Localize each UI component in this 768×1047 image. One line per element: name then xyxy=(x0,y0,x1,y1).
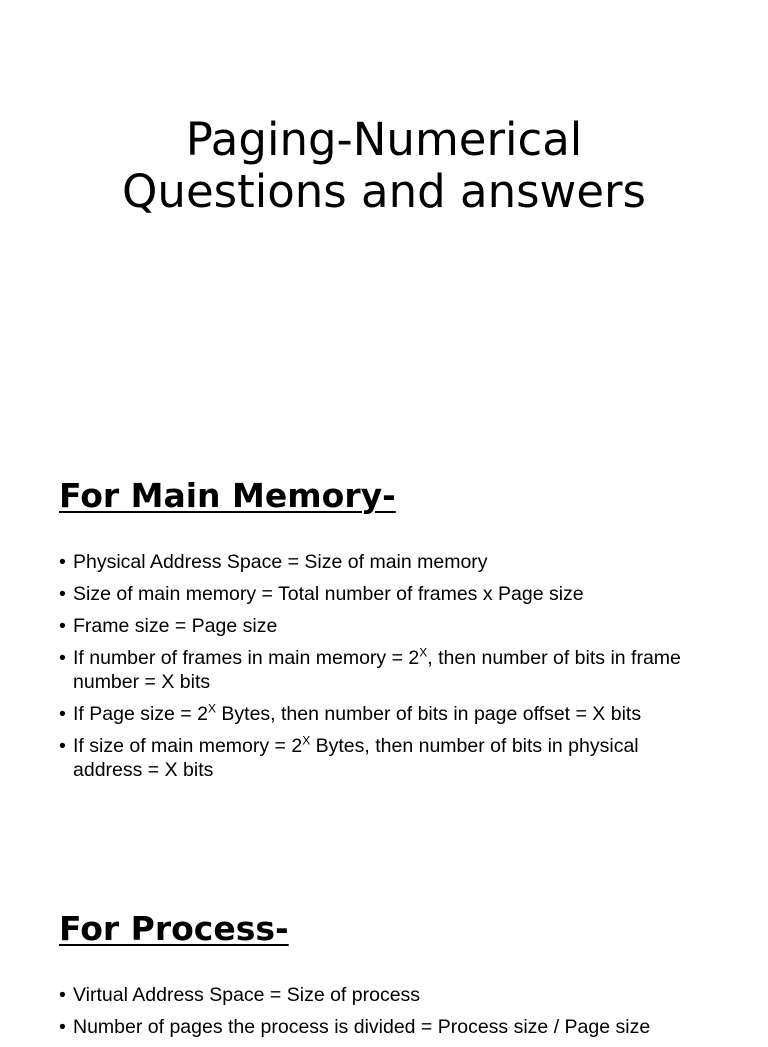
list-item: • Virtual Address Space = Size of process xyxy=(59,983,699,1007)
list-item: • Number of pages the process is divided = Process size / Page size xyxy=(59,1015,699,1039)
main-memory-heading: For Main Memory- xyxy=(59,476,396,515)
slide-title-line-1: Paging-Numerical xyxy=(185,113,583,166)
list-item: • Size of main memory = Total number of frames x Page size xyxy=(59,582,699,606)
slide-title-line-2: Questions and answers xyxy=(122,165,646,218)
process-list xyxy=(59,983,699,1047)
main-memory-list xyxy=(59,550,699,790)
list-item: • Physical Address Space = Size of main memory xyxy=(59,550,699,574)
slide-title xyxy=(0,114,768,218)
list-item: • If number of frames in main memory = $2^X$, then number of bits in frame number = X bits xyxy=(59,646,699,694)
list-item: • If size of main memory = $2^X$ Bytes, then number of bits in physical address = X bits xyxy=(59,734,699,782)
list-item: • If Page size = $2^X$ Bytes, then number of bits in page offset = X bits xyxy=(59,702,699,726)
process-heading: For Process- xyxy=(59,909,289,948)
list-item: • Frame size = Page size xyxy=(59,614,699,638)
